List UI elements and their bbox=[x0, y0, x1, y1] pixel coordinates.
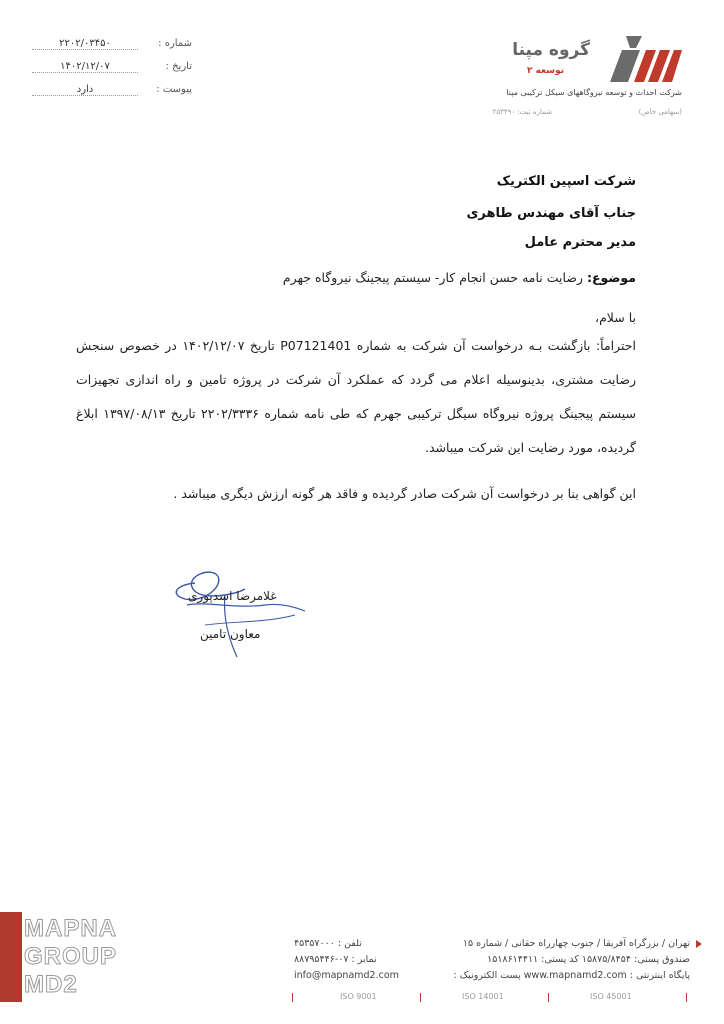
letter-attachment-value: دارد bbox=[32, 84, 138, 96]
subject-label: موضوع: bbox=[586, 270, 636, 285]
letter-body-paragraph: احتراماً: بازگشت بـه درخواست آن شرکت به شماره P07121401 تاریخ ۱۴۰۲/۱۲/۰۷ در خصوص سنجش رضایت مشتری، بدینوسیله اعلام می گردد که عملکرد آن شرکت در پروژه تامین و راه اندازی تجهیزات سیستم پیجینگ پروژه نیروگاه سیگل ترکیبی جهرم که طی نامه شماره ۲۲۰۲/۳۳۳۶ تاریخ ۱۳۹۷/۰۸/۱۳ ابلاغ گردیده، مورد رضایت این شرکت میباشد. bbox=[76, 338, 636, 455]
letter-closing: این گواهی بنا بر درخواست آن شرکت صادر گردیده و فاقد هر گونه ارزش دیگری میباشد . bbox=[173, 486, 636, 501]
footer-address: تهران / بزرگراه آفریقا / جنوب چهارراه حقانی / شماره ۱۵ bbox=[462, 938, 690, 949]
recipient-person: جناب آقای مهندس طاهری bbox=[466, 206, 636, 221]
letter-meta bbox=[32, 38, 192, 107]
iso-divider bbox=[292, 993, 293, 1002]
signatory-title: معاون تامین bbox=[200, 627, 261, 641]
footer-arrow-icon bbox=[696, 940, 702, 948]
mapna-group-md2-logo bbox=[0, 912, 160, 1002]
iso-45001: ISO 45001 bbox=[590, 992, 632, 1001]
signatory-name: غلامرضا اسدپوری bbox=[188, 589, 277, 603]
letter-attachment-label: پیوست : bbox=[156, 84, 192, 95]
letter-date-row bbox=[32, 61, 192, 84]
footer-phone: تلفن : ۴۵۳۵۷۰۰۰ bbox=[294, 938, 362, 949]
letter-date-value: ۱۴۰۲/۱۲/۰۷ bbox=[32, 61, 138, 73]
iso-divider bbox=[686, 993, 687, 1002]
letter-date-label: تاریخ : bbox=[165, 61, 192, 72]
recipient-company: شرکت اسپین الکتریک bbox=[496, 174, 636, 189]
logo-line-2: GROUP bbox=[24, 943, 118, 970]
recipient-title: مدیر محترم عامل bbox=[524, 235, 636, 250]
mapna-logo-icon bbox=[596, 34, 682, 86]
company-logo bbox=[482, 34, 682, 124]
footer-fax: نمابر : ۰۷-۸۸۷۹۵۴۴۶ bbox=[294, 954, 377, 965]
iso-14001: ISO 14001 bbox=[462, 992, 504, 1001]
letter-subject bbox=[283, 270, 636, 285]
handwritten-signature bbox=[165, 565, 315, 665]
letter-number-row bbox=[32, 38, 192, 61]
letter-number-label: شماره : bbox=[158, 38, 192, 49]
letter-attachment-row bbox=[32, 84, 192, 107]
iso-divider bbox=[420, 993, 421, 1002]
footer-website: پایگاه اینترنتی : www.mapnamd2.com پست الکترونیک : bbox=[453, 970, 690, 981]
brand-name: گروه مپنا bbox=[512, 40, 590, 60]
logo-line-1: MAPNA bbox=[24, 915, 117, 942]
subject-text: رضایت نامه حسن انجام کار- سیستم پیجینگ نیروگاه جهرم bbox=[282, 270, 583, 285]
company-type: (سهامی خاص) bbox=[638, 108, 682, 116]
brand-subtitle: توسعه ۲ bbox=[526, 66, 564, 76]
iso-certifications bbox=[290, 992, 690, 1004]
footer-po-box: صندوق پستی: ۱۵۸۷۵/۸۴۵۴ کد پستی: ۱۵۱۸۶۱۴۴۱۱ bbox=[487, 954, 690, 965]
iso-divider bbox=[548, 993, 549, 1002]
registration-number: شماره ثبت: ۲۵۳۴۹۰ bbox=[492, 108, 552, 116]
letter-greeting: با سلام، bbox=[595, 310, 636, 325]
company-full-name: شرکت احداث و توسعه نیروگاههای سیکل ترکیبی مپنا bbox=[506, 88, 682, 97]
iso-9001: ISO 9001 bbox=[340, 992, 377, 1001]
logo-line-3: MD2 bbox=[24, 971, 78, 998]
letter-number-value: ۲۲۰۲/۰۳۴۵۰ bbox=[32, 38, 138, 50]
footer-email: info@mapnamd2.com bbox=[294, 970, 399, 981]
